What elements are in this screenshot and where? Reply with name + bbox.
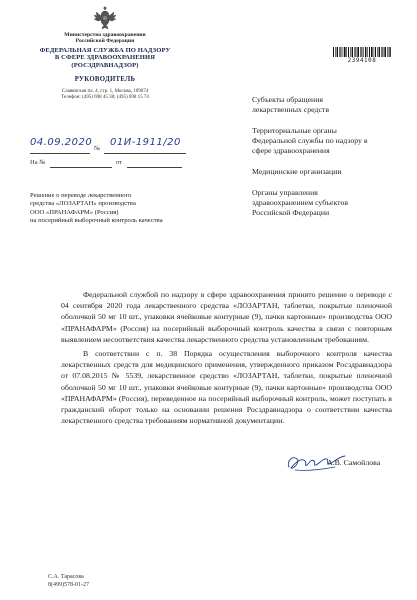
recipient: Территориальные органы Федеральной службы по надзору в сфере здравоохранения: [252, 126, 368, 155]
phone: Телефон: (495) 698 45 38; (495) 698 15 74: [61, 94, 149, 100]
recipient: Медицинские организации: [252, 167, 342, 176]
executor-phone: 8(499)578-01-27: [48, 581, 89, 588]
reference-from: от: [116, 159, 123, 166]
executor-name: С.А. Тарасова: [48, 574, 84, 580]
signatory-name: А.В. Самойлова: [327, 458, 381, 467]
barcode-icon: [333, 47, 391, 57]
reference-line: [30, 157, 190, 169]
service-name: ФЕДЕРАЛЬНАЯ СЛУЖБА ПО НАДЗОРУ В СФЕРЕ ЗДРАВООХРАНЕНИЯ (РОСЗДРАВНАДЗОР): [39, 46, 171, 69]
letterhead: [30, 6, 180, 101]
body-paragraph: Федеральной службой по надзору в сфере здравоохранения принято решение о переводе с 04 сентября 2020 года лекарственного средства «ЛОЗАРТАН, таблетки, покрытые пленочной оболочкой 50 мг 10 шт., упаковки ячейковые контурные (9), пачки картонные» производства ООО «ПРАНАФАРМ» (Россия) на посерийный выборочный контроль качества в связи с повторным выявлением несоответствия качества лекарственного средства установленным требованиям.: [61, 290, 392, 344]
handwritten-date: 04.09.2020: [30, 137, 93, 148]
body-paragraph: В соответствии с п. 38 Порядка осуществления выборочного контроля качества лекарственных средств для медицинского применения, утвержденного приказом Росздравнадзора от 07.08.2015 № 5539, лекарственное средство «ЛОЗАРТАН, таблетки, покрытые пленочной оболочкой 50 мг 10 шт., упаковки ячейковые контурные (9), пачки картонные» производства ООО «ПРАНАФАРМ» (Россия), переведенное на посерийный выборочный контроль, может поступать в гражданский оборот только на основании решения Росздравнадзора о соответствии качества лекарственного средства требованиям нормативной документации.: [61, 349, 392, 426]
reference-label: На №: [30, 159, 46, 166]
address: Славянская пл. 4, стр. 1, Москва, 109074: [61, 88, 149, 94]
double-headed-eagle-icon: [92, 6, 118, 30]
barcode-number: 2394108: [347, 58, 377, 64]
recipient: Субъекты обращения лекарственных средств: [252, 95, 330, 114]
recipient: Органы управления здравоохранением субъектов Российской Федерации: [252, 188, 349, 217]
executor-info: [48, 574, 89, 589]
recipients-block: [252, 95, 402, 229]
ministry-name: Министерство здравоохранения Российской Федерации: [64, 32, 146, 45]
letter-body: [61, 289, 392, 429]
letter-subject: Решение о переводе лекарственного средства «ЛОЗАРТАН» производства ООО «ПРАНАФАРМ» (Россия) на посерийный выборочный контроль качества: [30, 192, 163, 225]
handwritten-number: 01И-1911/20: [110, 137, 181, 148]
number-sign: №: [94, 145, 101, 152]
head-title: РУКОВОДИТЕЛЬ: [74, 75, 136, 83]
